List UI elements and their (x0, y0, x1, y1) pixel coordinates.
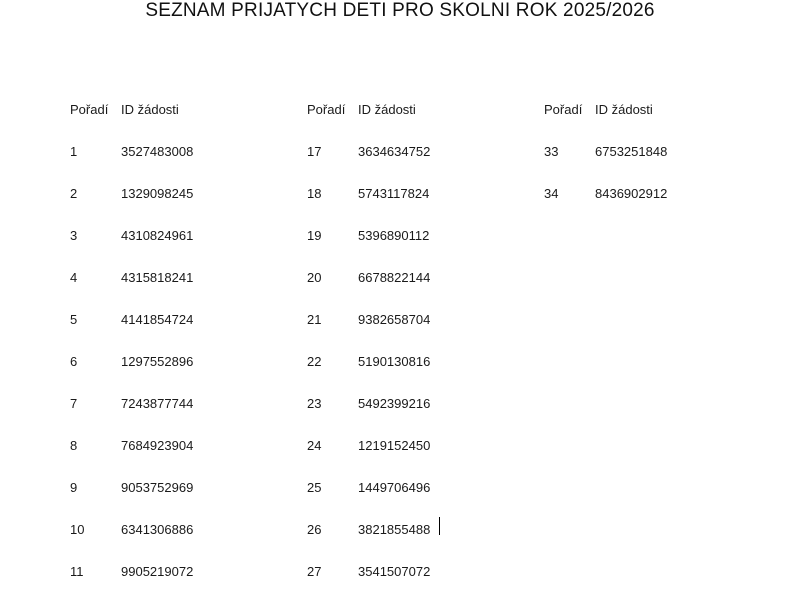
application-id: 9053752969 (121, 480, 194, 495)
application-id: 1329098245 (121, 186, 194, 201)
list-item (70, 311, 270, 353)
application-id: 7684923904 (121, 438, 194, 453)
list-item (544, 143, 744, 185)
order-number: 20 (307, 270, 322, 285)
list-item (307, 311, 507, 353)
order-number: 26 (307, 522, 322, 537)
application-id: 1449706496 (358, 480, 431, 495)
order-number: 27 (307, 564, 322, 579)
application-id: 1219152450 (358, 438, 431, 453)
application-id: 3527483008 (121, 144, 194, 159)
order-number: 33 (544, 144, 559, 159)
header-id: ID žádosti (358, 102, 416, 117)
order-number: 19 (307, 228, 322, 243)
order-number: 18 (307, 186, 322, 201)
application-id: 7243877744 (121, 396, 194, 411)
application-id: 9382658704 (358, 312, 431, 327)
list-item (70, 395, 270, 437)
application-id: 6753251848 (595, 144, 668, 159)
header-order: Pořadí (307, 102, 346, 117)
application-id: 5743117824 (358, 186, 430, 201)
list-item (307, 269, 507, 311)
order-number: 8 (70, 438, 78, 453)
order-number: 24 (307, 438, 322, 453)
list-item (307, 479, 507, 521)
order-number: 2 (70, 186, 78, 201)
list-item (70, 479, 270, 521)
list-item (307, 395, 507, 437)
order-number: 34 (544, 186, 559, 201)
order-number: 5 (70, 312, 78, 327)
list-item (307, 563, 507, 605)
application-id: 4141854724 (121, 312, 194, 327)
application-id: 3634634752 (358, 144, 431, 159)
application-id: 4310824961 (121, 228, 194, 243)
list-item (307, 437, 507, 479)
list-item (70, 269, 270, 311)
order-number: 6 (70, 354, 78, 369)
application-id: 1297552896 (121, 354, 194, 369)
column-header (307, 101, 507, 143)
application-id: 6678822144 (358, 270, 431, 285)
list-item (307, 227, 507, 269)
column-header (70, 101, 270, 143)
application-id: 4315818241 (121, 270, 194, 285)
list-item (70, 185, 270, 227)
list-item (307, 521, 507, 563)
application-id: 8436902912 (595, 186, 668, 201)
order-number: 22 (307, 354, 322, 369)
header-order: Pořadí (544, 102, 583, 117)
order-number: 9 (70, 480, 78, 495)
order-number: 21 (307, 312, 322, 327)
list-item (307, 185, 507, 227)
list-item (70, 227, 270, 269)
order-number: 1 (70, 144, 78, 159)
list-item (70, 353, 270, 395)
header-id: ID žádosti (121, 102, 179, 117)
application-id: 5492399216 (358, 396, 431, 411)
header-order: Pořadí (70, 102, 109, 117)
application-id: 3821855488 (358, 522, 431, 537)
list-item (544, 185, 744, 227)
order-number: 4 (70, 270, 78, 285)
application-id: 5396890112 (358, 228, 430, 243)
document-title: SEZNAM PRIJATYCH DETI PRO SKOLNI ROK 2025/2026 (145, 0, 655, 21)
order-number: 3 (70, 228, 78, 243)
text-cursor (439, 517, 440, 535)
order-number: 23 (307, 396, 322, 411)
order-number: 17 (307, 144, 322, 159)
order-number: 25 (307, 480, 322, 495)
application-id: 3541507072 (358, 564, 431, 579)
column-header (544, 101, 744, 143)
list-column-2 (307, 101, 507, 605)
order-number: 10 (70, 522, 85, 537)
application-id: 5190130816 (358, 354, 431, 369)
application-id: 9905219072 (121, 564, 194, 579)
list-item (70, 521, 270, 563)
header-id: ID žádosti (595, 102, 653, 117)
list-item (70, 563, 270, 605)
order-number: 11 (70, 564, 84, 579)
list-item (307, 353, 507, 395)
list-item (70, 143, 270, 185)
list-column-1 (70, 101, 270, 605)
list-item (307, 143, 507, 185)
order-number: 7 (70, 396, 78, 411)
application-id: 6341306886 (121, 522, 194, 537)
list-column-3 (544, 101, 744, 227)
list-item (70, 437, 270, 479)
